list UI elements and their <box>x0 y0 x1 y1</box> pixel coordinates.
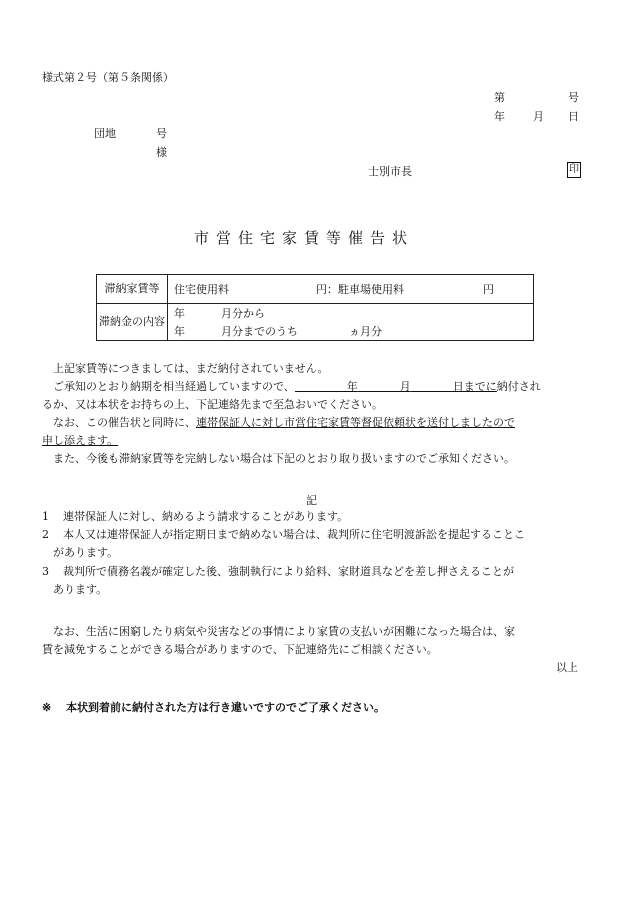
doc-number-suffix: 号 <box>568 91 579 104</box>
period-from-month: 月分から <box>221 307 265 320</box>
notice-mark: ※ <box>42 701 52 714</box>
recipient-honorific: 様 <box>156 146 167 159</box>
body-paragraph-3: なお、この催告状と同時に、連帯保証人に対し市営住宅家賃等督促依頼状を送付しましたので 申し添えます。 <box>42 416 515 447</box>
parking-fee-label: 円：駐車場使用料 <box>316 283 404 296</box>
table-cell-period <box>168 304 534 341</box>
table-row <box>97 275 534 304</box>
body-paragraph-1: 上記家賃等につきましては、まだ納付されていません。 <box>53 362 329 375</box>
list-item: 2 本人又は連帯保証人が指定期日まで納めない場合は、裁判所に住宅明渡訴訟を提起することこ があります。 <box>42 528 525 559</box>
document-title: 市営住宅家賃等催告状 <box>194 229 415 247</box>
table-header-arrears: 滞納家賃等 <box>97 275 168 304</box>
recipient-unit-label: 号 <box>156 127 167 140</box>
table-header-details: 滞納金の内容 <box>97 304 168 341</box>
recipient-complex-label: 団地 <box>94 127 116 140</box>
notice-text: 本状到着前に納付された方は行き違いですのでご了承ください。 <box>66 701 385 714</box>
due-day-label: 日までに <box>452 380 497 393</box>
closing-end-mark: 以上 <box>556 661 578 674</box>
seal-stamp: 印 <box>567 162 581 178</box>
body-paragraph-2: ご承知のとおり納期を相当経過していますので、 年 月 日までに納付され るか、又は本状をお持ちの上、下記連絡先まで至急おいでください。 <box>42 380 541 411</box>
period-to-year: 年 <box>174 325 185 338</box>
date-year-label: 年 <box>494 110 505 123</box>
table-row <box>97 304 534 341</box>
doc-number-prefix: 第 <box>494 91 505 104</box>
arrears-table <box>96 274 534 341</box>
body-paragraph-4: また、今後も滞納家賃等を完納しない場合は下記のとおり取り扱いますのでご承知ください。 <box>53 452 515 465</box>
period-month-count: ヵ月分 <box>349 325 382 338</box>
date-month-label: 月 <box>533 110 544 123</box>
date-day-label: 日 <box>568 110 579 123</box>
table-cell-fees <box>168 275 534 304</box>
period-to-month: 月分までのうち <box>221 325 298 338</box>
due-year-label: 年 <box>346 380 358 393</box>
list-item: 3 裁判所で債務名義が確定した後、強制執行により給料、家財道具などを差し押さえることが あります。 <box>42 565 514 596</box>
list-item: 1 連帯保証人に対し、納めるよう請求することがあります。 <box>42 510 349 523</box>
period-from-year: 年 <box>174 307 185 320</box>
issuer-name: 士別市長 <box>368 165 412 178</box>
form-reference: 様式第２号（第５条関係） <box>42 71 174 84</box>
closing-paragraph: なお、生活に困窮したり病気や災害などの事情により家賃の支払いが困難になった場合は、家 賃を減免することができる場合がありますので、下記連絡先にご相談ください。 <box>42 625 515 656</box>
ki-heading: 記 <box>306 494 317 507</box>
due-month-label: 月 <box>399 380 411 393</box>
housing-fee-label: 住宅使用料 <box>174 283 229 296</box>
parking-fee-unit: 円 <box>483 283 494 296</box>
